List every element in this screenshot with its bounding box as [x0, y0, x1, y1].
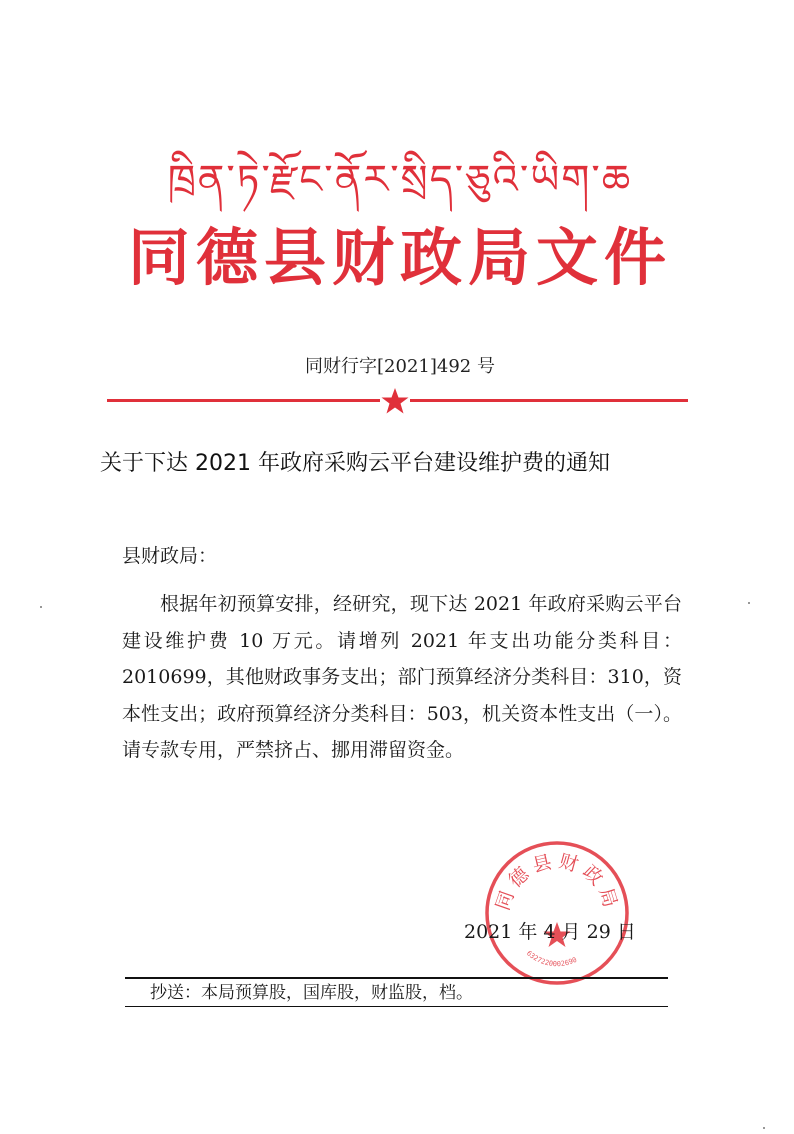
star-icon [380, 387, 410, 415]
cc-top-rule [125, 977, 668, 979]
seal-number: 6327220002690 [524, 949, 579, 969]
header-chinese-title: 同德县财政局文件 [127, 221, 672, 294]
body-paragraph: 根据年初预算安排，经研究，现下达 2021 年政府采购云平台建设维护费 10 万元。请增列 2021 年支出功能分类科目：2010699，其他财政事务支出；部门预算经济分类科目：310，资本性支出；政府预算经济分类科目：503，机关资本性支出（一）。请专款专用，严禁挤占、挪用滞留资金。 [122, 593, 682, 761]
addressee: 县财政局： [122, 545, 218, 567]
seal-text: 同德县财政局 [491, 849, 623, 915]
red-divider-left [107, 399, 380, 402]
document-title: 关于下达 2021 年政府采购云平台建设维护费的通知 [100, 451, 610, 476]
header-tibetan-title: ཁྲིན་ཏེ་རྫོང་ནོར་སྲིད་ཅུའི་ཡིག་ཆ [167, 157, 633, 203]
scan-speck [763, 1127, 765, 1129]
scan-speck [748, 602, 750, 604]
scan-speck [40, 606, 42, 608]
svg-text:6327220002690 [525, 949, 578, 968]
official-seal-icon [482, 838, 632, 988]
document-date: 2021 年 4 月 29 日 [464, 921, 636, 943]
cc-bottom-rule [125, 1006, 668, 1007]
cc-recipients: 抄送：本局预算股，国库股，财监股，档。 [150, 983, 473, 1003]
document-number: 同财行字[2021]492 号 [305, 356, 495, 377]
red-divider-right [410, 399, 688, 402]
